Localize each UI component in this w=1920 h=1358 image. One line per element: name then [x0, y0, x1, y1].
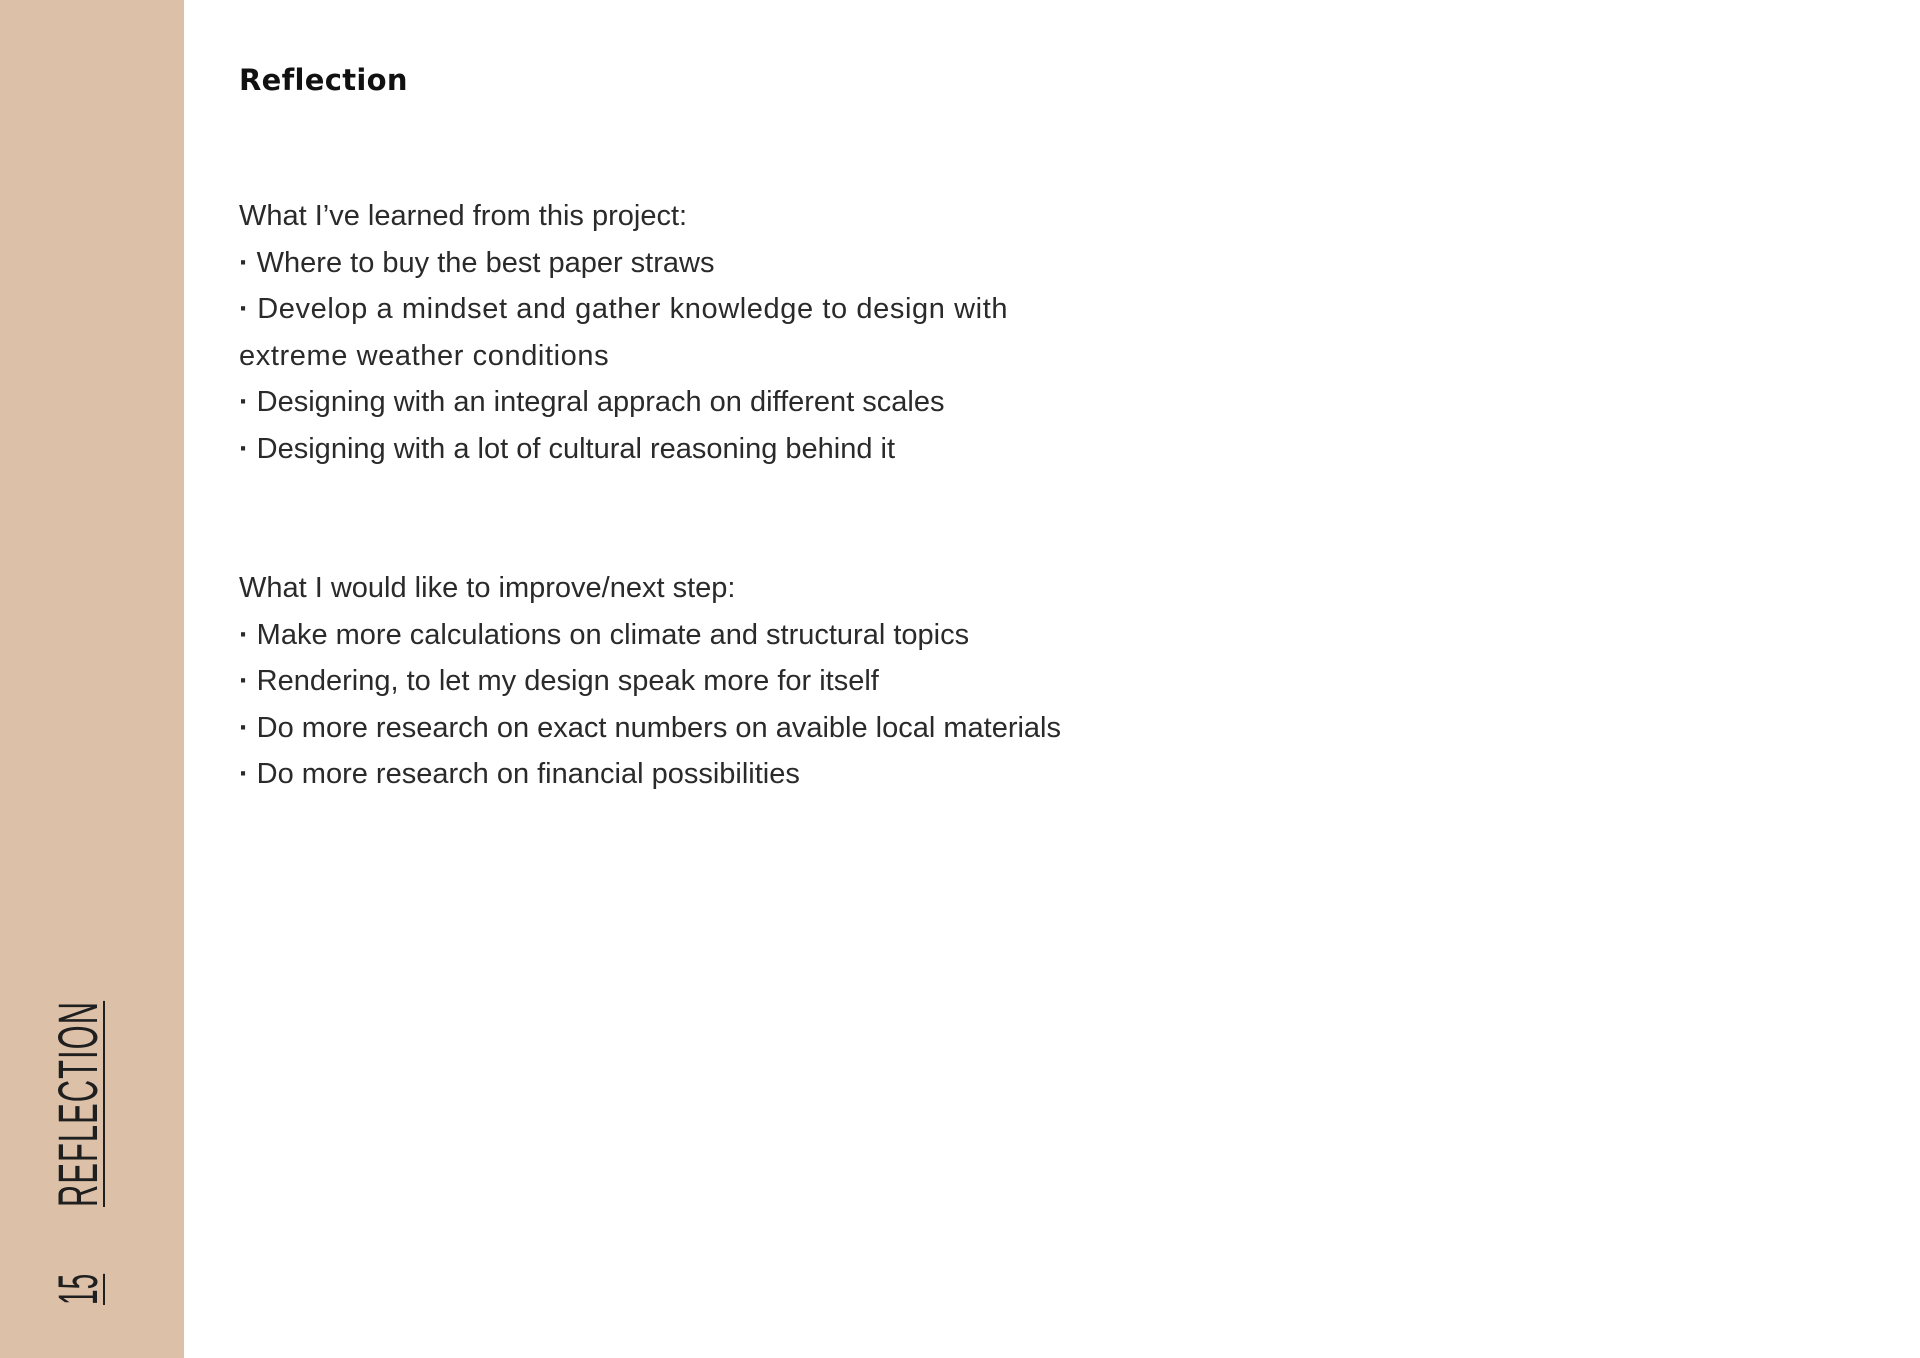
document-content	[239, 60, 1239, 798]
list-item: · Do more research on exact numbers on avaible local materials	[239, 705, 1239, 752]
list-item: · Where to buy the best paper straws	[239, 240, 1239, 287]
improve-heading: What I would like to improve/next step:	[239, 572, 736, 604]
list-item: · Designing with a lot of cultural reasoning behind it	[239, 426, 1239, 473]
list-item: · Do more research on financial possibilities	[239, 751, 1239, 798]
list-item: · Make more calculations on climate and structural topics	[239, 612, 1239, 659]
learned-list	[239, 240, 1239, 473]
improve-section	[239, 565, 1239, 798]
sidebar-label	[46, 832, 109, 1305]
list-item: · Rendering, to let my design speak more for itself	[239, 658, 1239, 705]
list-item: · Develop a mindset and gather knowledge to design with extreme weather conditions	[239, 286, 1119, 379]
page-number: 15	[46, 1273, 109, 1305]
page-title: Reflection	[239, 63, 408, 97]
improve-list	[239, 612, 1239, 798]
learned-heading: What I’ve learned from this project:	[239, 200, 688, 232]
learned-section	[239, 193, 1239, 472]
sidebar	[0, 0, 184, 1358]
list-item: · Designing with an integral apprach on different scales	[239, 379, 1239, 426]
section-name: REFLECTION	[46, 1000, 109, 1207]
